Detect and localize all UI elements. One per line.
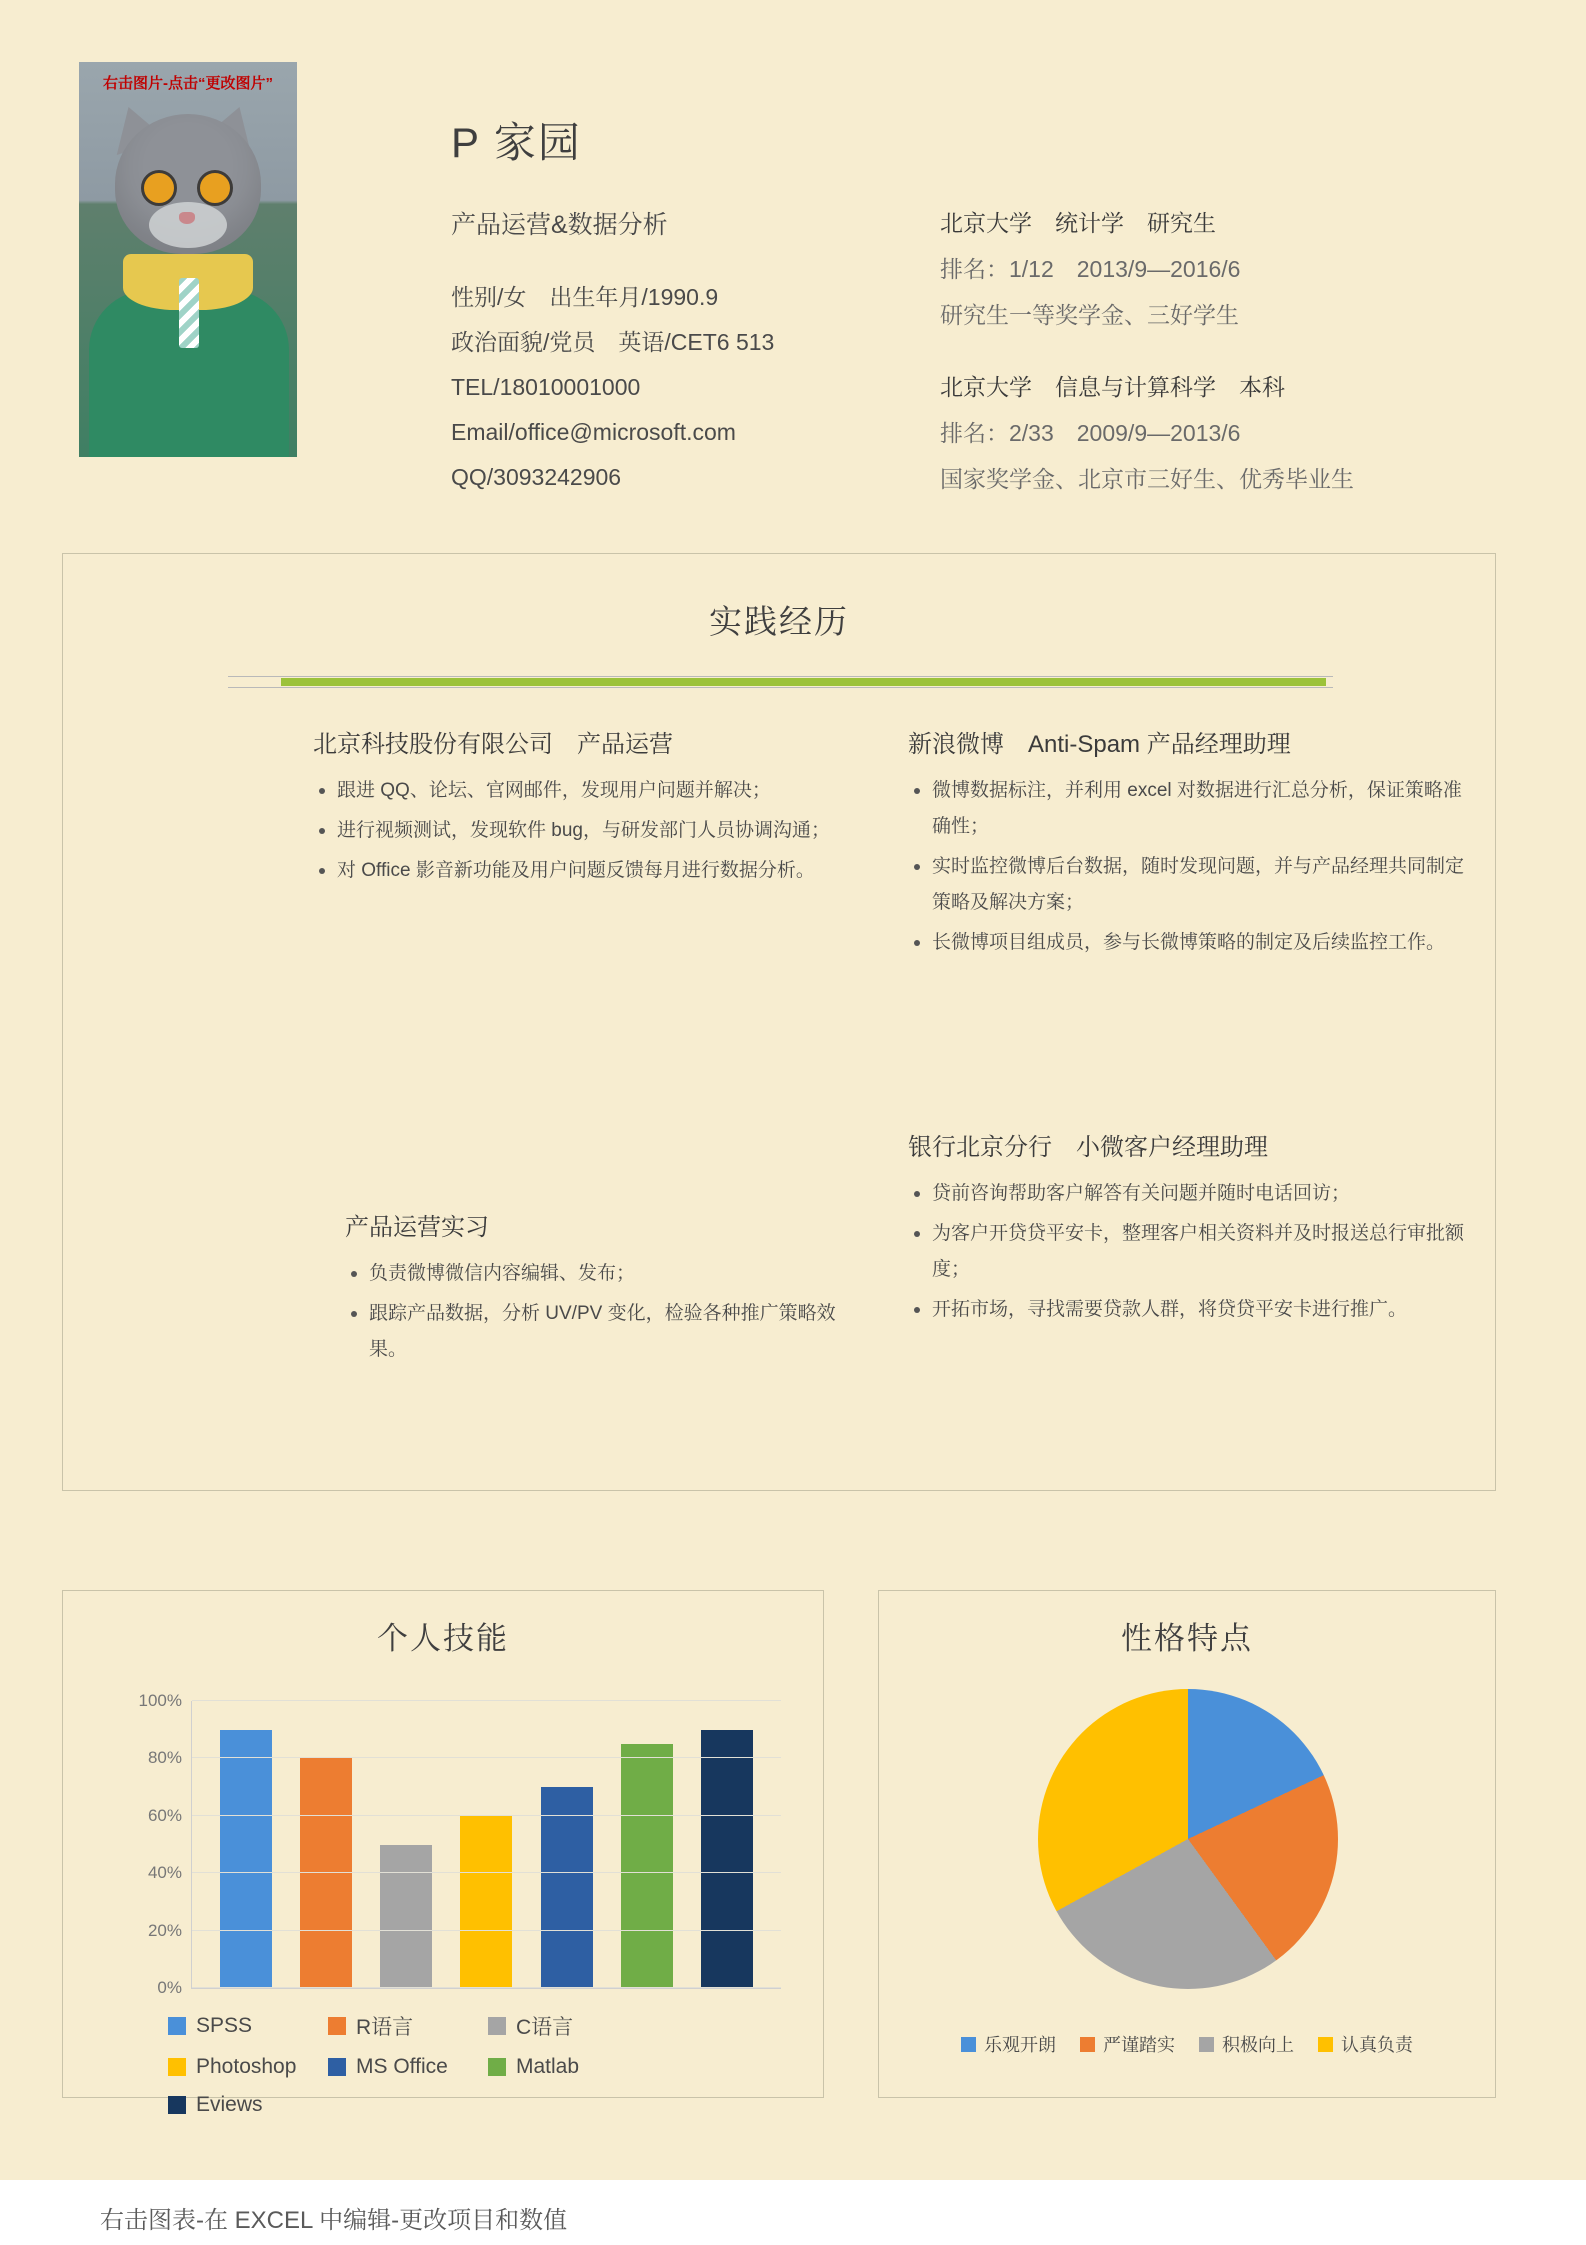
experience-title: 实践经历 [709,603,849,640]
traits-pie-chart [1038,1689,1338,1989]
experience-bullet-list [345,1256,843,1368]
skills-chart-title: 个人技能 [377,1621,509,1656]
legend-item [328,2011,488,2041]
legend-item [168,2011,328,2041]
skills-chart-legend [168,2011,788,2131]
contact-line: Email/office@microsoft.com [451,419,736,445]
experience-bullet: 开拓市场，寻找需要贷款人群，将贷贷平安卡进行推广。 [932,1292,1468,1328]
traits-chart-legend [879,2031,1495,2057]
legend-item [1080,2031,1175,2057]
legend-label: C语言 [516,2016,574,2039]
legend-label: Matlab [516,2055,580,2078]
cat-tie-icon [179,278,199,348]
legend-label: 乐观开朗 [984,2035,1056,2055]
education-detail: 国家奖学金、北京市三好生、优秀毕业生 [940,466,1354,492]
chart-gridline [138,1691,781,1710]
contact-line: QQ/3093242906 [451,464,622,490]
cat-eye-left-icon [141,170,177,206]
experience-item [908,995,1468,1328]
legend-label: SPSS [196,2014,253,2037]
cat-muzzle-icon [149,202,227,248]
chart-y-tick-label: 80% [147,1748,182,1768]
divider-accent-bar [281,678,1326,686]
legend-swatch [1080,2037,1095,2052]
contact-line: 性别/女 出生年月/1990.9 [451,284,719,310]
bar-column [621,1701,673,1988]
bar-column [380,1701,432,1988]
header-section [0,0,1586,530]
legend-item [168,2055,328,2079]
bar-column [300,1701,352,1988]
experience-bullet-list [908,1176,1468,1328]
experience-section [62,553,1496,1491]
legend-label: MS Office [356,2055,448,2078]
bar-column [220,1701,272,1988]
cat-eye-right-icon [197,170,233,206]
traits-chart-title: 性格特点 [1121,1621,1253,1656]
chart-gridline [147,1748,781,1768]
bar-series [192,1701,781,1988]
bar [380,1845,432,1989]
legend-swatch [168,2017,186,2035]
experience-item [908,724,1468,961]
bar-column [701,1701,753,1988]
experience-item-title: 新浪微博 Anti-Spam 产品经理助理 [908,731,1291,758]
bar [300,1758,352,1988]
experience-item [313,724,843,889]
legend-item [488,2055,648,2079]
education-detail: 排名：1/12 2013/9—2016/6 [940,256,1241,282]
experience-bullet: 为客户开贷贷平安卡，整理客户相关资料并及时报送总行审批额度； [932,1216,1468,1288]
bar [460,1816,512,1988]
experience-bullet: 对 Office 影音新功能及用户问题反馈每月进行数据分析。 [337,853,843,889]
legend-swatch [1318,2037,1333,2052]
cat-nose-icon [179,212,195,224]
contact-line: TEL/18010001000 [451,374,641,400]
experience-item-title: 产品运营实习 [345,1214,489,1241]
section-divider [228,676,1333,688]
chart-y-tick-label: 40% [147,1863,182,1883]
chart-gridline [147,1920,781,1940]
legend-item [488,2011,648,2041]
legend-label: Eviews [196,2093,263,2116]
chart-gridline [147,1805,781,1825]
experience-bullet: 进行视频测试，发现软件 bug，与研发部门人员协调沟通； [337,813,843,849]
bar [220,1730,272,1988]
legend-label: 严谨踏实 [1103,2035,1175,2055]
experience-item [345,923,843,1368]
chart-gridline [157,1978,781,1997]
chart-y-tick-label: 100% [138,1691,182,1710]
legend-swatch [328,2058,346,2076]
bar [701,1730,753,1988]
legend-swatch [328,2017,346,2035]
legend-label: Photoshop [196,2055,297,2078]
chart-y-tick-label: 0% [157,1978,182,1997]
legend-swatch [488,2017,506,2035]
experience-item-title: 北京科技股份有限公司 产品运营 [313,731,673,758]
experience-bullet: 跟进 QQ、论坛、官网邮件，发现用户问题并解决； [337,773,843,809]
experience-bullet: 微博数据标注，并利用 excel 对数据进行汇总分析，保证策略准确性； [932,773,1468,845]
experience-bullet: 负责微博微信内容编辑、发布； [369,1256,843,1292]
legend-swatch [168,2058,186,2076]
experience-bullet: 贷前咨询帮助客户解答有关问题并随时电话回访； [932,1176,1468,1212]
education-detail: 研究生一等奖学金、三好学生 [940,302,1239,328]
legend-swatch [168,2096,186,2114]
experience-column-right [908,724,1468,1362]
legend-item [1199,2031,1294,2057]
experience-bullet: 长微博项目组成员，参与长微博策略的制定及后续监控工作。 [932,925,1468,961]
traits-chart-panel[interactable] [878,1590,1496,2098]
page-title: P 家园 [451,119,582,166]
education-entry [940,364,1354,502]
education-school: 北京大学 信息与计算科学 本科 [940,374,1285,400]
experience-item-title: 银行北京分行 小微客户经理助理 [908,1134,1268,1161]
bar-column [541,1701,593,1988]
footnote-text: 右击图表-在 EXCEL 中编辑-更改项目和数值 [100,2207,568,2234]
job-target: 产品运营&数据分析 [451,211,668,239]
profile-photo[interactable] [79,62,297,457]
skills-chart-panel[interactable] [62,1590,824,2116]
bar [621,1744,673,1988]
legend-item [168,2093,328,2117]
education-entry [940,200,1354,338]
bar-column [460,1701,512,1988]
legend-item [961,2031,1056,2057]
legend-label: 积极向上 [1222,2035,1294,2055]
experience-bullet: 跟踪产品数据，分析 UV/PV 变化，检验各种推广策略效果。 [369,1296,843,1368]
bar [541,1787,593,1988]
experience-column-left [313,724,843,1402]
education-block [940,200,1354,502]
photo-hint-text: 右击图片-点击“更改图片” [103,75,273,92]
contact-line: 政治面貌/党员 英语/CET6 513 [451,329,775,355]
legend-item [1318,2031,1413,2057]
legend-swatch [961,2037,976,2052]
legend-label: 认真负责 [1341,2035,1413,2055]
legend-swatch [1199,2037,1214,2052]
skills-bar-chart [138,1691,781,1997]
education-detail: 排名：2/33 2009/9—2013/6 [940,420,1241,446]
contact-block [451,275,774,500]
education-school: 北京大学 统计学 研究生 [940,210,1216,236]
legend-swatch [488,2058,506,2076]
legend-item [328,2055,488,2079]
experience-bullet-list [313,773,843,889]
chart-gridline [147,1863,781,1883]
experience-bullet: 实时监控微博后台数据，随时发现问题，并与产品经理共同制定策略及解决方案； [932,849,1468,921]
experience-bullet-list [908,773,1468,961]
legend-label: R语言 [356,2016,414,2039]
chart-y-tick-label: 60% [147,1805,182,1825]
chart-y-tick-label: 20% [147,1920,182,1940]
